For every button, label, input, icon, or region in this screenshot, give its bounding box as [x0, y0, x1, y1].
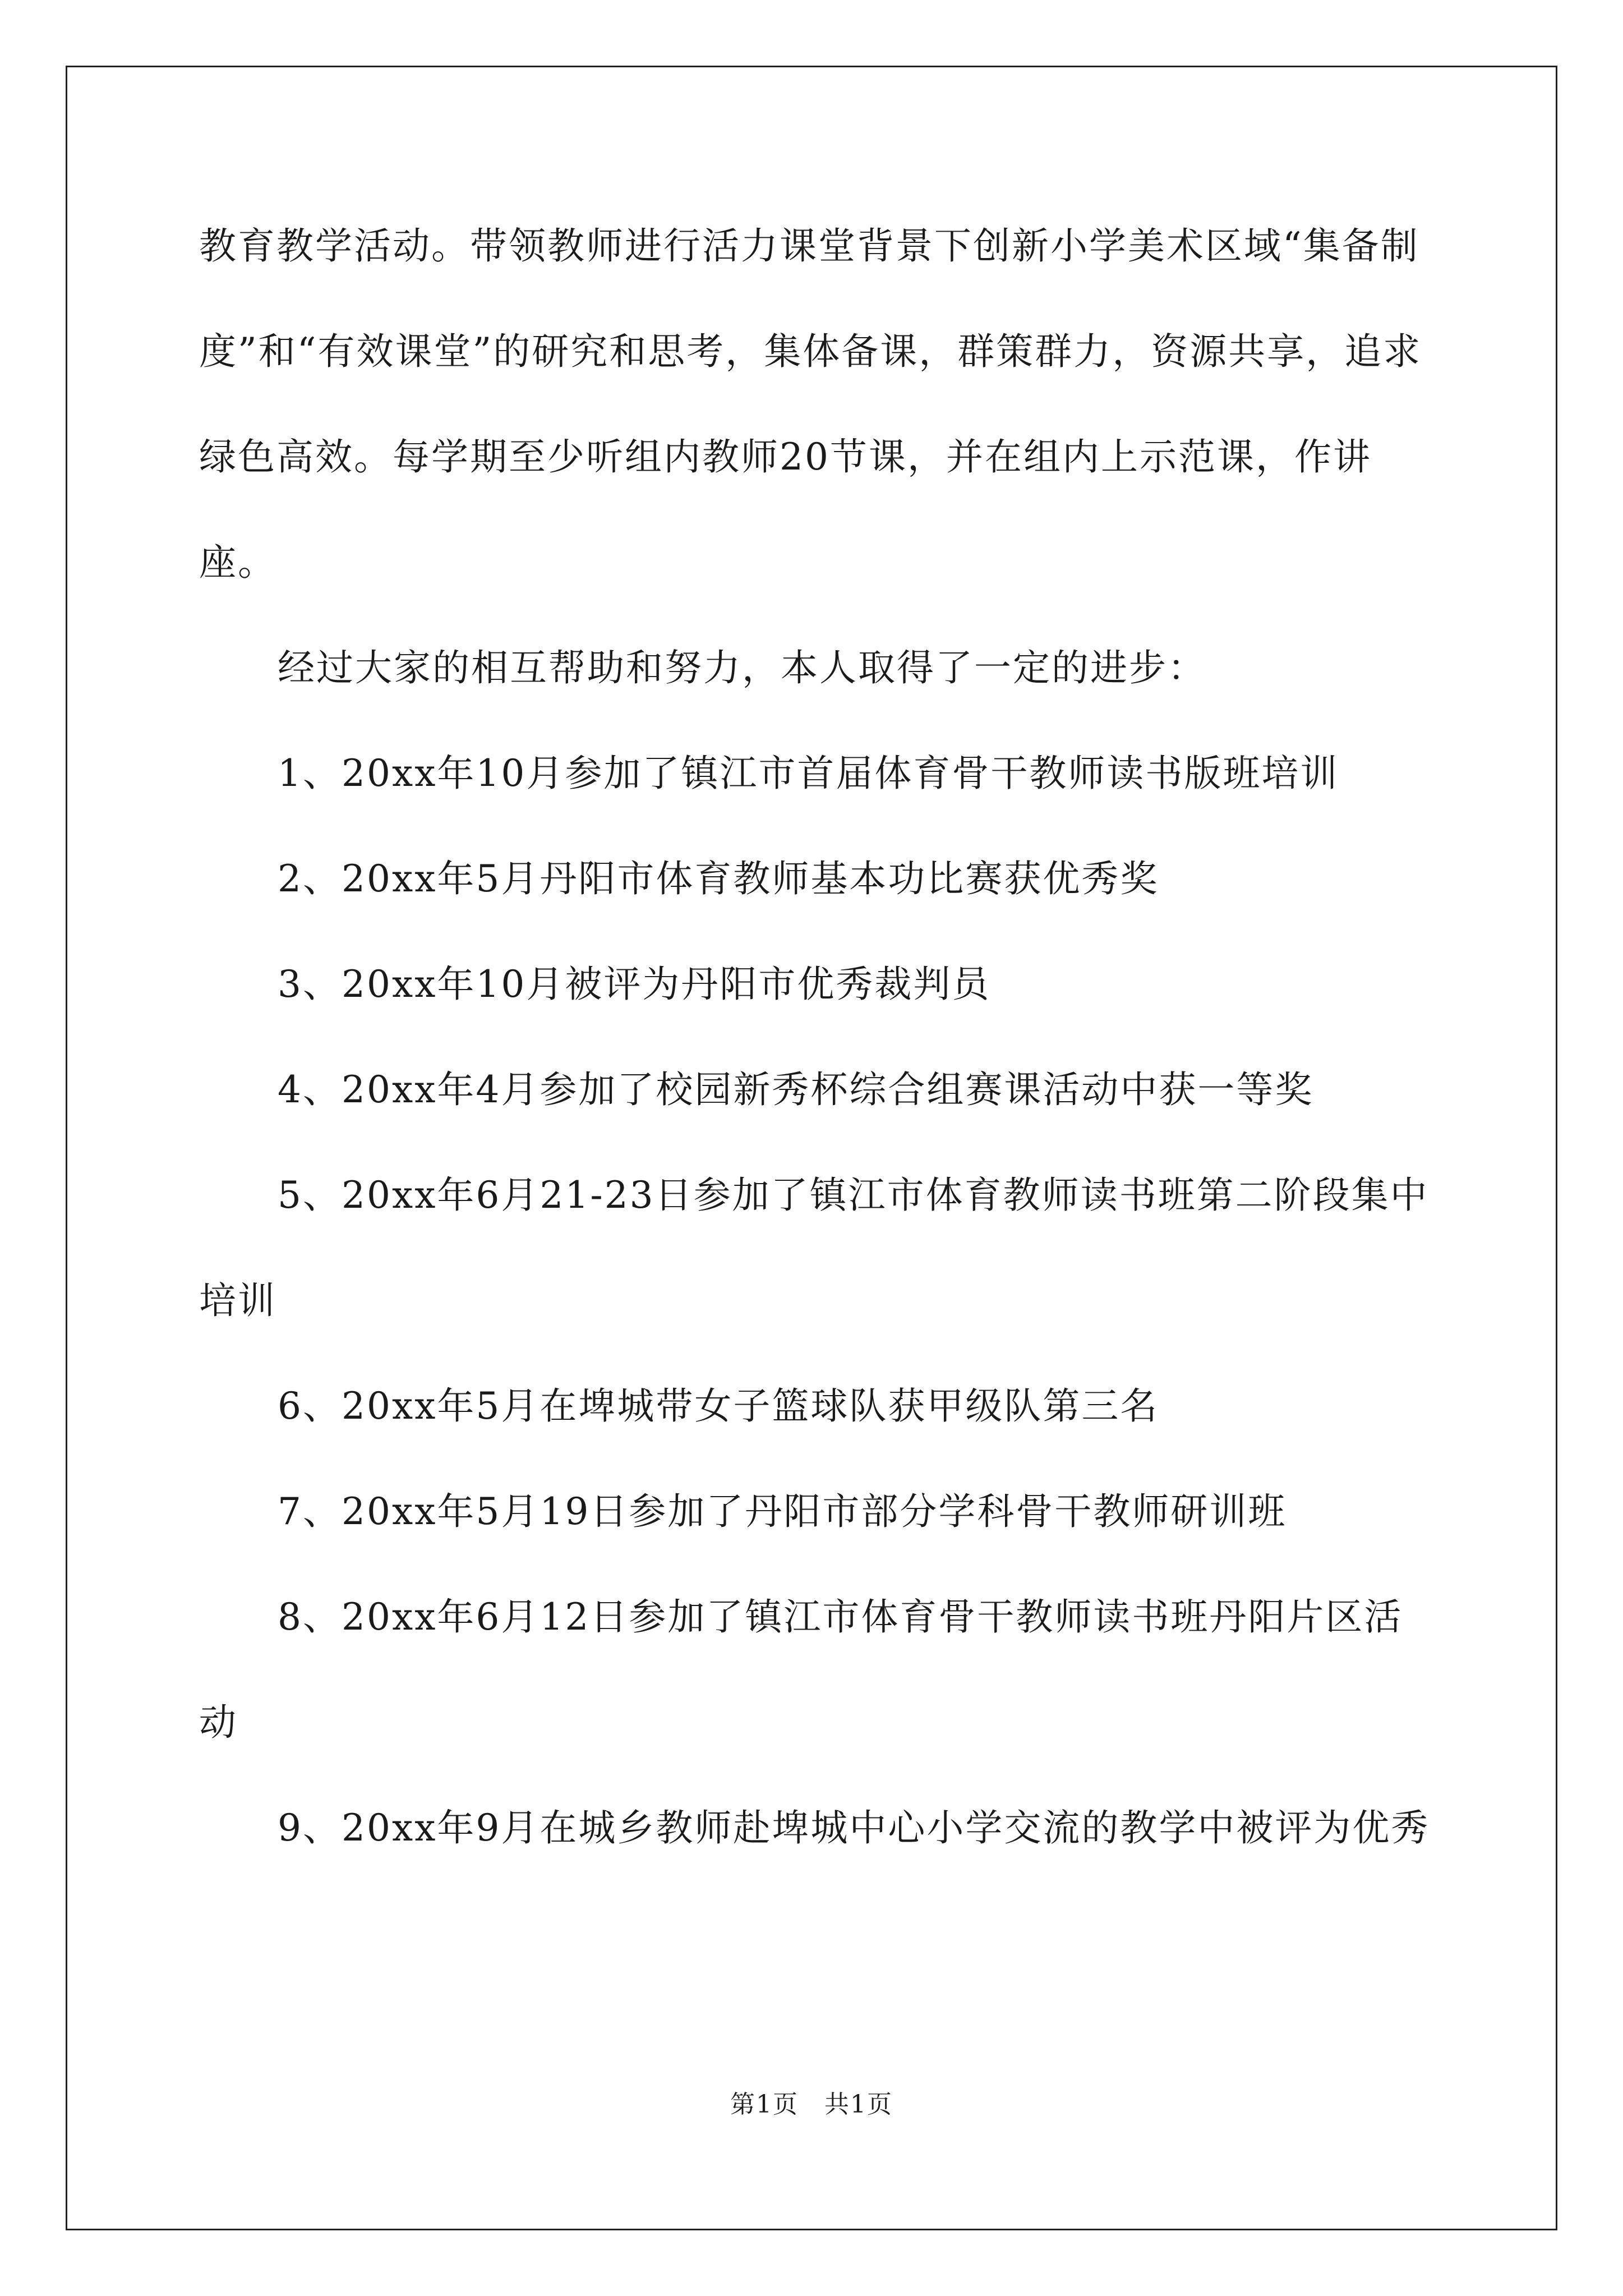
list-item-3: 3、20xx年10月被评为丹阳市优秀裁判员: [278, 963, 991, 1006]
list-item-6: 6、20xx年5月在埤城带女子篮球队获甲级队第三名: [278, 1384, 1159, 1428]
list-item-5: 5、20xx年6月21-23日参加了镇江市体育教师读书班第二阶段集中培训: [199, 1174, 1429, 1322]
document-body: [199, 194, 1433, 1881]
list-item-9: 9、20xx年9月在城乡教师赴埤城中心小学交流的教学中被评为优秀: [278, 1806, 1430, 1849]
list-item-1: 1、20xx年10月参加了镇江市首届体育骨干教师读书版班培训: [278, 752, 1339, 795]
paragraph-2: 经过大家的相互帮助和努力，本人取得了一定的进步：: [278, 646, 1206, 689]
list-item-7: 7、20xx年5月19日参加了丹阳市部分学科骨干教师研训班: [278, 1490, 1287, 1533]
list-item-2: 2、20xx年5月丹阳市体育教师基本功比赛获优秀奖: [278, 857, 1159, 900]
page-number: 第1页 共1页: [730, 2090, 893, 2119]
list-item-8: 8、20xx年6月12日参加了镇江市体育骨干教师读书班丹阳片区活动: [199, 1595, 1403, 1744]
paragraph-1: 教育教学活动。带领教师进行活力课堂背景下创新小学美术区域“集备制度”和“有效课堂”的研究和思考，集体备课，群策群力，资源共享，追求绿色高效。每学期至少听组内教师20节课，并在组内上示范课，作讲座。: [199, 224, 1422, 584]
list-item-4: 4、20xx年4月参加了校园新秀杯综合组赛课活动中获一等奖: [278, 1068, 1314, 1111]
